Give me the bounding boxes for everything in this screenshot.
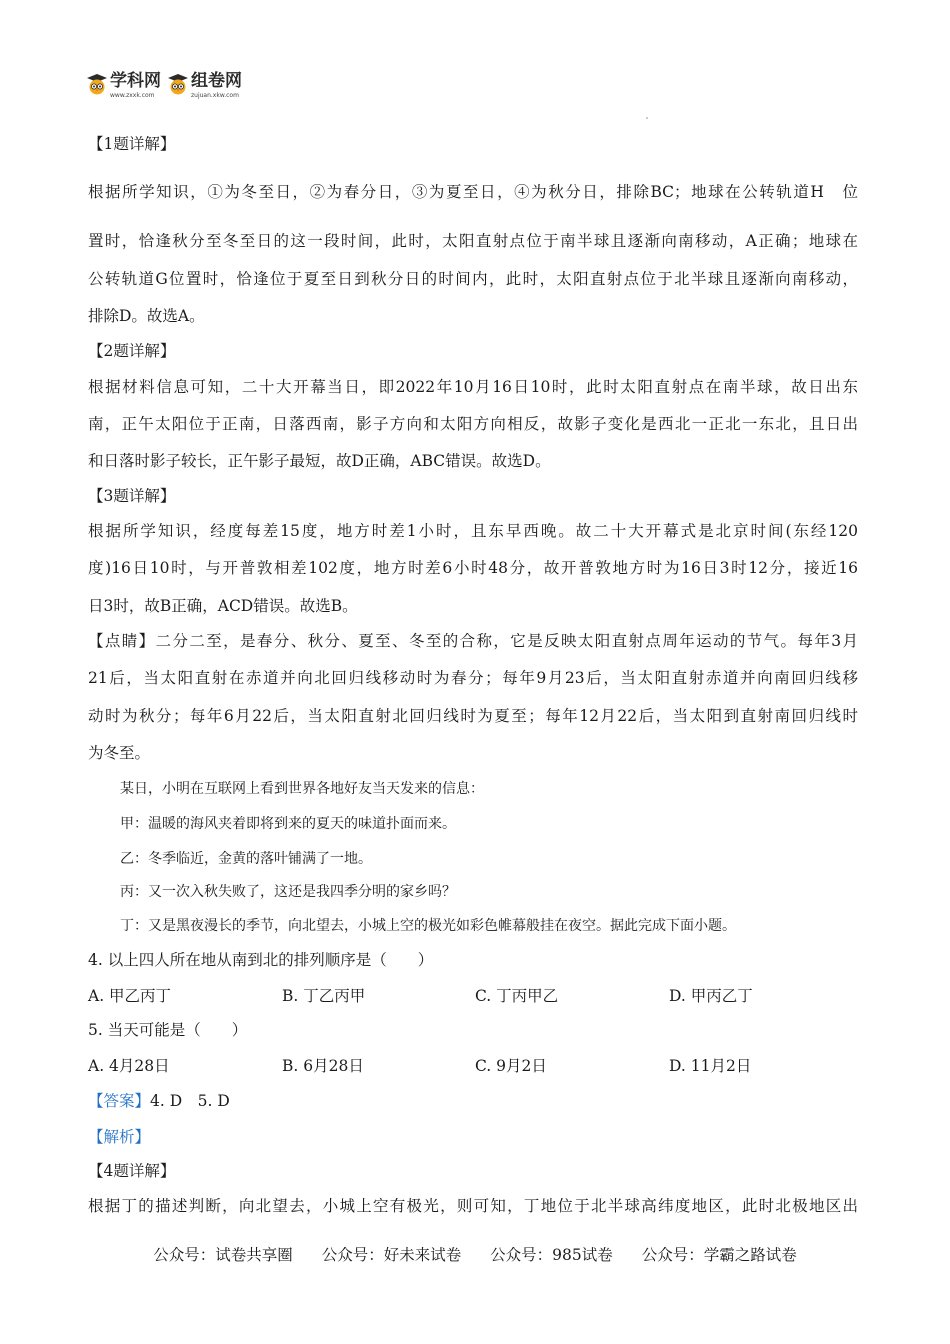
q3-heading: 【3题详解】 [88, 487, 176, 505]
tip-text-line: 【点睛】二分二至，是春分、秋分、夏至、冬至的合称，它是反映太阳直射点周年运动的节气。每年3月 [88, 632, 858, 650]
decorative-dot [646, 117, 648, 119]
material-line: 乙：冬季临近，金黄的落叶铺满了一地。 [120, 851, 372, 867]
q3-text-line: 日3时，故B正确，ACD错误。故选B。 [88, 597, 358, 615]
footer-item: 公众号：试卷共享圈 [153, 1246, 293, 1264]
q5-option-b: B. 6月28日 [282, 1057, 364, 1075]
material-line: 某日，小明在互联网上看到世界各地好友当天发来的信息： [120, 781, 484, 797]
footer-item: 公众号：985试卷 [490, 1246, 613, 1264]
zxxk-logo-name: 学科网 [110, 71, 161, 91]
q3-text-line: 根据所学知识，经度每差15度，地方时差1小时，且东早西晚。故二十大开幕式是北京时间(东经120 [88, 522, 858, 540]
material-line: 甲：温暖的海风夹着即将到来的夏天的味道扑面而来。 [120, 816, 456, 832]
q2-text-line: 根据材料信息可知，二十大开幕当日，即2022年10月16日10时，此时太阳直射点在南半球，故日出东 [88, 378, 858, 396]
tip-text-line: 动时为秋分；每年6月22后，当太阳直射北回归线时为夏至；每年12月22后，当太阳到直射南回归线时 [88, 707, 858, 725]
q3-text-line: 度)16日10时，与开普敦相差102度，地方时差6小时48分，故开普敦地方时为16日3时12分，接近16 [88, 559, 858, 577]
q2-text-line: 南，正午太阳位于正南，日落西南，影子方向和太阳方向相反，故影子变化是西北一正北一东北，且日出 [88, 415, 858, 433]
header-logo [86, 70, 248, 104]
tip-text-line: 为冬至。 [88, 744, 151, 762]
q4-option-b: B. 丁乙丙甲 [282, 987, 366, 1005]
answer-label: 【答案】 [88, 1092, 151, 1110]
owl-mascot-icon [167, 73, 189, 95]
tip-text-line: 21后，当太阳直射在赤道并向北回归线移动时为春分；每年9月23后，当太阳直射赤道并向南回归线移 [88, 669, 858, 687]
zujuan-logo [167, 70, 242, 99]
zxxk-logo-url: www.zxxk.com [110, 92, 155, 99]
material-line: 丁：又是黑夜漫长的季节，向北望去，小城上空的极光如彩色帷幕般挂在夜空。据此完成下面小题。 [120, 918, 736, 934]
q1-text-line: 公转轨道G位置时，恰逢位于夏至日到秋分日的时间内，此时，太阳直射点位于北半球且逐渐向南移动， [88, 270, 858, 288]
q4-heading: 【4题详解】 [88, 1162, 176, 1180]
q1-text-line: 置时，恰逢秋分至冬至日的这一段时间，此时，太阳直射点位于南半球且逐渐向南移动，A正确；地球在 [88, 232, 858, 250]
material-line: 丙：又一次入秋失败了，这还是我四季分明的家乡吗？ [120, 884, 456, 900]
footer-item: 公众号：好未来试卷 [321, 1246, 462, 1264]
footer-item: 公众号：学霸之路试卷 [641, 1246, 797, 1264]
q1-text-line: 排除D。故选A。 [88, 307, 205, 325]
answer-row [88, 1091, 230, 1111]
analysis-label: 【解析】 [88, 1128, 151, 1146]
q5-option-d: D. 11月2日 [669, 1057, 752, 1075]
q4-option-a: A. 甲乙丙丁 [88, 987, 172, 1005]
q4-text-line: 根据丁的描述判断，向北望去，小城上空有极光，则可知，丁地位于北半球高纬度地区，此时北极地区出 [88, 1197, 858, 1215]
question-4: 4. 以上四人所在地从南到北的排列顺序是（ ） [88, 951, 434, 969]
answer-text: 4. D 5. D [150, 1092, 230, 1110]
q1-heading: 【1题详解】 [88, 135, 176, 153]
zujuan-logo-name: 组卷网 [191, 71, 242, 91]
q4-option-d: D. 甲丙乙丁 [669, 987, 753, 1005]
q2-heading: 【2题详解】 [88, 342, 176, 360]
question-5: 5. 当天可能是（ ） [88, 1021, 248, 1039]
q4-option-c: C. 丁丙甲乙 [475, 987, 559, 1005]
q5-option-a: A. 4月28日 [88, 1057, 170, 1075]
q2-text-line: 和日落时影子较长，正午影子最短，故D正确，ABC错误。故选D。 [88, 452, 551, 470]
zxxk-logo [86, 70, 161, 99]
zujuan-logo-url: zujuan.xkw.com [191, 92, 239, 99]
q5-option-c: C. 9月2日 [475, 1057, 547, 1075]
q1-text-line: 根据所学知识，①为冬至日，②为春分日，③为夏至日，④为秋分日，排除BC；地球在公转轨道H 位 [88, 183, 858, 201]
owl-mascot-icon [86, 73, 108, 95]
page-footer [0, 1245, 950, 1265]
